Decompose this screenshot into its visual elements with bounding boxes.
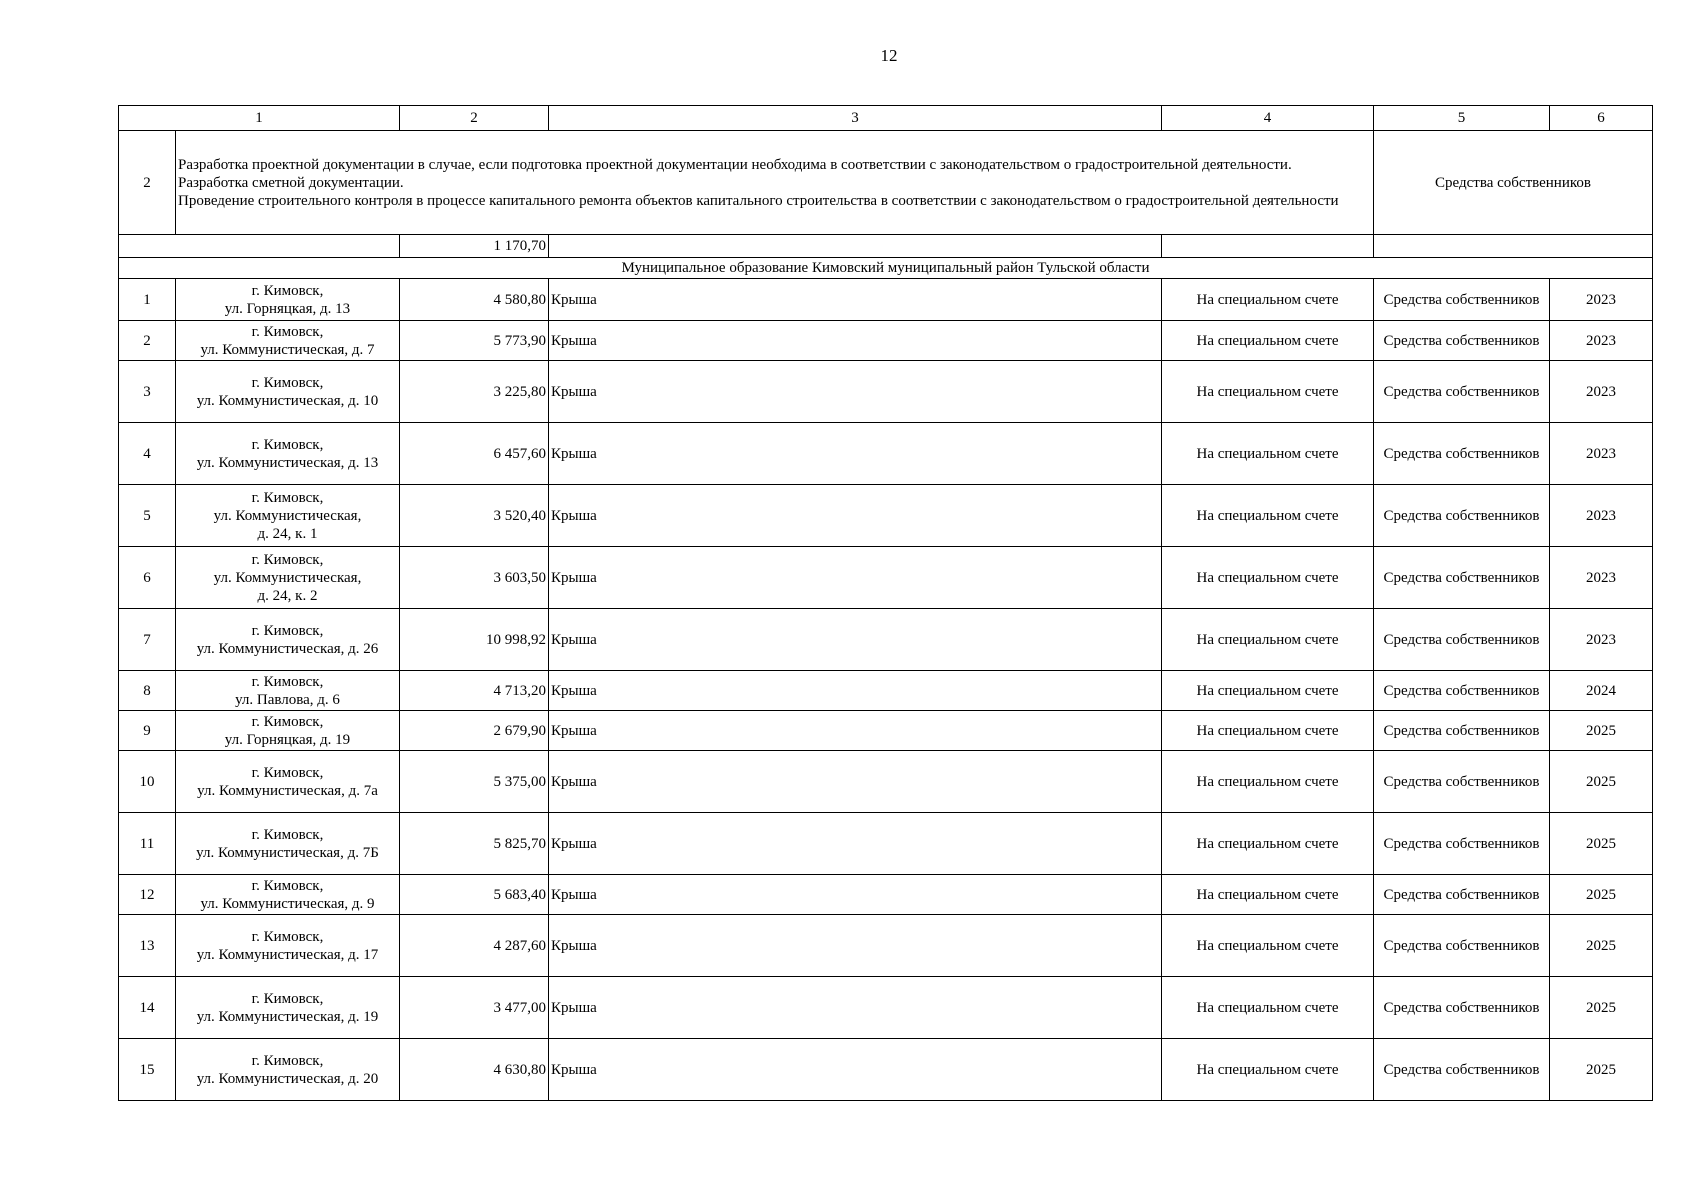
fund-account: На специальном счете xyxy=(1162,321,1374,361)
address xyxy=(176,671,400,711)
fund-account: На специальном счете xyxy=(1162,485,1374,547)
row-number: 12 xyxy=(119,875,176,915)
address-line-street2: д. 24, к. 2 xyxy=(257,587,318,604)
address-line-street: ул. Горняцкая, д. 19 xyxy=(224,731,351,748)
table-row xyxy=(119,1039,1653,1101)
address xyxy=(176,485,400,547)
table-row xyxy=(119,875,1653,915)
address-line-city: г. Кимовск, xyxy=(251,990,324,1007)
table-row xyxy=(119,423,1653,485)
work-type: Крыша xyxy=(549,977,1162,1039)
funding-source: Средства собственников xyxy=(1374,875,1550,915)
row-number: 13 xyxy=(119,915,176,977)
fund-account: На специальном счете xyxy=(1162,423,1374,485)
row-number: 3 xyxy=(119,361,176,423)
building-area: 3 225,80 xyxy=(400,361,549,423)
fund-account: На специальном счете xyxy=(1162,915,1374,977)
repair-year: 2025 xyxy=(1550,977,1653,1039)
repair-year: 2025 xyxy=(1550,711,1653,751)
intro-row-number: 2 xyxy=(119,131,176,235)
repair-year: 2023 xyxy=(1550,423,1653,485)
address xyxy=(176,915,400,977)
repair-year: 2023 xyxy=(1550,609,1653,671)
fund-account: На специальном счете xyxy=(1162,813,1374,875)
work-type: Крыша xyxy=(549,485,1162,547)
building-area: 5 375,00 xyxy=(400,751,549,813)
building-area: 3 520,40 xyxy=(400,485,549,547)
subtotal-row xyxy=(119,235,1653,258)
work-type: Крыша xyxy=(549,813,1162,875)
row-number: 8 xyxy=(119,671,176,711)
address-line-city: г. Кимовск, xyxy=(251,877,324,894)
work-type: Крыша xyxy=(549,751,1162,813)
work-type: Крыша xyxy=(549,915,1162,977)
header-col-2: 2 xyxy=(400,106,549,131)
repair-year: 2025 xyxy=(1550,875,1653,915)
repair-year: 2025 xyxy=(1550,915,1653,977)
address xyxy=(176,361,400,423)
work-type: Крыша xyxy=(549,671,1162,711)
repair-year: 2023 xyxy=(1550,321,1653,361)
address-line-street: ул. Коммунистическая, д. 13 xyxy=(196,454,379,471)
municipality-title: Муниципальное образование Кимовский муниципальный район Тульской области xyxy=(119,258,1653,279)
address-line-city: г. Кимовск, xyxy=(251,323,324,340)
work-type: Крыша xyxy=(549,711,1162,751)
intro-work-line: Разработка сметной документации. xyxy=(178,174,404,191)
repair-year: 2025 xyxy=(1550,1039,1653,1101)
subtotal-empty xyxy=(1162,235,1374,258)
table-row xyxy=(119,361,1653,423)
intro-work-line: Проведение строительного контроля в процессе капитального ремонта объектов капитального строительства в соответствии с законодательством о градостроительной деятельности xyxy=(178,192,1339,209)
subtotal-area: 1 170,70 xyxy=(400,235,549,258)
funding-source: Средства собственников xyxy=(1374,977,1550,1039)
intro-works-description xyxy=(176,131,1374,235)
table-row xyxy=(119,321,1653,361)
address-line-city: г. Кимовск, xyxy=(251,282,324,299)
address xyxy=(176,609,400,671)
address-line-city: г. Кимовск, xyxy=(251,1052,324,1069)
header-col-1: 1 xyxy=(119,106,400,131)
funding-source: Средства собственников xyxy=(1374,361,1550,423)
building-area: 5 825,70 xyxy=(400,813,549,875)
address-line-city: г. Кимовск, xyxy=(251,826,324,843)
page-number: 12 xyxy=(880,46,898,65)
funding-source: Средства собственников xyxy=(1374,547,1550,609)
funding-source: Средства собственников xyxy=(1374,485,1550,547)
table-row xyxy=(119,711,1653,751)
address xyxy=(176,751,400,813)
header-col-5: 5 xyxy=(1374,106,1550,131)
address-line-street: ул. Коммунистическая, д. 10 xyxy=(196,392,379,409)
repair-year: 2023 xyxy=(1550,547,1653,609)
row-number: 15 xyxy=(119,1039,176,1101)
address xyxy=(176,875,400,915)
building-area: 6 457,60 xyxy=(400,423,549,485)
table-row xyxy=(119,751,1653,813)
funding-source: Средства собственников xyxy=(1374,609,1550,671)
row-number: 2 xyxy=(119,321,176,361)
address xyxy=(176,711,400,751)
address-line-city: г. Кимовск, xyxy=(251,928,324,945)
fund-account: На специальном счете xyxy=(1162,279,1374,321)
work-type: Крыша xyxy=(549,423,1162,485)
funding-source: Средства собственников xyxy=(1374,751,1550,813)
row-number: 6 xyxy=(119,547,176,609)
fund-account: На специальном счете xyxy=(1162,609,1374,671)
repair-year: 2025 xyxy=(1550,751,1653,813)
address-line-street: ул. Горняцкая, д. 13 xyxy=(224,300,351,317)
address-line-city: г. Кимовск, xyxy=(251,764,324,781)
work-type: Крыша xyxy=(549,361,1162,423)
fund-account: На специальном счете xyxy=(1162,977,1374,1039)
subtotal-empty xyxy=(119,235,400,258)
address-line-street: ул. Коммунистическая, д. 19 xyxy=(196,1008,379,1025)
row-number: 7 xyxy=(119,609,176,671)
address-line-street: ул. Павлова, д. 6 xyxy=(235,691,340,708)
address-line-street: ул. Коммунистическая, д. 9 xyxy=(200,895,375,912)
building-area: 10 998,92 xyxy=(400,609,549,671)
fund-account: На специальном счете xyxy=(1162,875,1374,915)
repair-year: 2023 xyxy=(1550,279,1653,321)
row-number: 14 xyxy=(119,977,176,1039)
funding-source: Средства собственников xyxy=(1374,1039,1550,1101)
building-area: 4 630,80 xyxy=(400,1039,549,1101)
address-line-city: г. Кимовск, xyxy=(251,713,324,730)
table-row xyxy=(119,671,1653,711)
fund-account: На специальном счете xyxy=(1162,547,1374,609)
municipality-row xyxy=(119,258,1653,279)
work-type: Крыша xyxy=(549,321,1162,361)
funding-source: Средства собственников xyxy=(1374,423,1550,485)
fund-account: На специальном счете xyxy=(1162,751,1374,813)
address xyxy=(176,547,400,609)
address xyxy=(176,321,400,361)
subtotal-empty xyxy=(549,235,1162,258)
address-line-city: г. Кимовск, xyxy=(251,673,324,690)
address-line-street: ул. Коммунистическая, xyxy=(213,569,362,586)
building-area: 2 679,90 xyxy=(400,711,549,751)
row-number: 10 xyxy=(119,751,176,813)
funding-source: Средства собственников xyxy=(1374,671,1550,711)
intro-funding-source: Средства собственников xyxy=(1374,131,1653,235)
intro-work-line: Разработка проектной документации в случае, если подготовка проектной документации необходима в соответствии с законодательством о градостроительной деятельности. xyxy=(178,156,1292,173)
building-area: 4 287,60 xyxy=(400,915,549,977)
address-line-street: ул. Коммунистическая, д. 26 xyxy=(196,640,379,657)
funding-source: Средства собственников xyxy=(1374,915,1550,977)
building-area: 3 477,00 xyxy=(400,977,549,1039)
funding-source: Средства собственников xyxy=(1374,279,1550,321)
header-col-4: 4 xyxy=(1162,106,1374,131)
fund-account: На специальном счете xyxy=(1162,671,1374,711)
table-row xyxy=(119,609,1653,671)
row-number: 4 xyxy=(119,423,176,485)
work-type: Крыша xyxy=(549,547,1162,609)
funding-source: Средства собственников xyxy=(1374,711,1550,751)
building-area: 4 713,20 xyxy=(400,671,549,711)
funding-source: Средства собственников xyxy=(1374,813,1550,875)
building-area: 5 683,40 xyxy=(400,875,549,915)
address-line-street: ул. Коммунистическая, д. 17 xyxy=(196,946,379,963)
address-line-city: г. Кимовск, xyxy=(251,489,324,506)
fund-account: На специальном счете xyxy=(1162,361,1374,423)
table-row xyxy=(119,279,1653,321)
row-number: 9 xyxy=(119,711,176,751)
work-type: Крыша xyxy=(549,1039,1162,1101)
funding-source: Средства собственников xyxy=(1374,321,1550,361)
building-area: 5 773,90 xyxy=(400,321,549,361)
address-line-street: ул. Коммунистическая, д. 7а xyxy=(197,782,378,799)
subtotal-empty xyxy=(1374,235,1653,258)
repair-program-table xyxy=(118,105,1653,1101)
repair-year: 2024 xyxy=(1550,671,1653,711)
fund-account: На специальном счете xyxy=(1162,711,1374,751)
header-col-3: 3 xyxy=(549,106,1162,131)
repair-year: 2025 xyxy=(1550,813,1653,875)
address xyxy=(176,813,400,875)
intro-works-row xyxy=(119,131,1653,235)
building-area: 4 580,80 xyxy=(400,279,549,321)
row-number: 1 xyxy=(119,279,176,321)
table-row xyxy=(119,813,1653,875)
row-number: 5 xyxy=(119,485,176,547)
table-row xyxy=(119,977,1653,1039)
address xyxy=(176,977,400,1039)
address-line-street: ул. Коммунистическая, д. 7 xyxy=(200,341,375,358)
address-line-city: г. Кимовск, xyxy=(251,374,324,391)
address-line-city: г. Кимовск, xyxy=(251,436,324,453)
table-row xyxy=(119,547,1653,609)
table-row xyxy=(119,915,1653,977)
header-col-6: 6 xyxy=(1550,106,1653,131)
address-line-street2: д. 24, к. 1 xyxy=(257,525,318,542)
table-row xyxy=(119,485,1653,547)
row-number: 11 xyxy=(119,813,176,875)
work-type: Крыша xyxy=(549,279,1162,321)
column-number-header-row xyxy=(119,106,1653,131)
building-area: 3 603,50 xyxy=(400,547,549,609)
address-line-city: г. Кимовск, xyxy=(251,551,324,568)
address-line-street: ул. Коммунистическая, д. 20 xyxy=(196,1070,379,1087)
address-line-city: г. Кимовск, xyxy=(251,622,324,639)
repair-year: 2023 xyxy=(1550,485,1653,547)
address xyxy=(176,279,400,321)
fund-account: На специальном счете xyxy=(1162,1039,1374,1101)
repair-year: 2023 xyxy=(1550,361,1653,423)
work-type: Крыша xyxy=(549,875,1162,915)
address xyxy=(176,423,400,485)
address-line-street: ул. Коммунистическая, xyxy=(213,507,362,524)
work-type: Крыша xyxy=(549,609,1162,671)
address xyxy=(176,1039,400,1101)
address-line-street: ул. Коммунистическая, д. 7Б xyxy=(196,844,379,861)
